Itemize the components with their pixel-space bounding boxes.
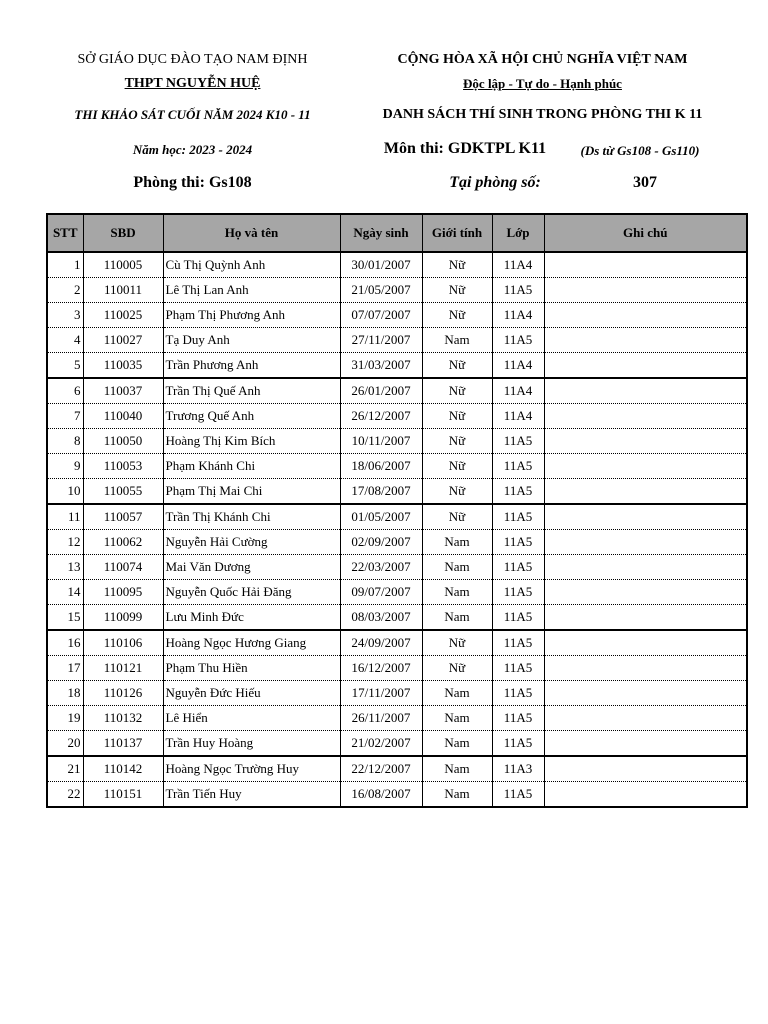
dob-cell: 24/09/2007 bbox=[340, 630, 422, 656]
table-row bbox=[47, 504, 747, 530]
column-header-name: Họ và tên bbox=[163, 214, 340, 252]
range-note: (Ds từ Gs108 - Gs110) bbox=[580, 143, 700, 158]
notes-cell bbox=[544, 706, 747, 731]
stt-cell: 20 bbox=[47, 731, 83, 757]
sbd-cell: 110142 bbox=[83, 756, 163, 782]
gender-cell: Nam bbox=[422, 555, 492, 580]
table-row bbox=[47, 681, 747, 706]
dob-cell: 22/03/2007 bbox=[340, 555, 422, 580]
table-row bbox=[47, 303, 747, 328]
notes-cell bbox=[544, 278, 747, 303]
dob-cell: 30/01/2007 bbox=[340, 252, 422, 278]
class-cell: 11A5 bbox=[492, 555, 544, 580]
gender-cell: Nam bbox=[422, 706, 492, 731]
table-row bbox=[47, 656, 747, 681]
class-cell: 11A4 bbox=[492, 353, 544, 379]
name-cell: Nguyễn Đức Hiếu bbox=[163, 681, 340, 706]
gender-cell: Nữ bbox=[422, 378, 492, 404]
table-row bbox=[47, 555, 747, 580]
name-cell: Trần Phương Anh bbox=[163, 353, 340, 379]
column-header-notes: Ghi chú bbox=[544, 214, 747, 252]
stt-cell: 16 bbox=[47, 630, 83, 656]
name-cell: Lê Thị Lan Anh bbox=[163, 278, 340, 303]
sbd-cell: 110132 bbox=[83, 706, 163, 731]
table-row bbox=[47, 630, 747, 656]
table-row bbox=[47, 756, 747, 782]
table-row bbox=[47, 580, 747, 605]
name-cell: Phạm Thị Phương Anh bbox=[163, 303, 340, 328]
list-title: DANH SÁCH THÍ SINH TRONG PHÒNG THI K 11 bbox=[382, 107, 703, 122]
gender-cell: Nam bbox=[422, 756, 492, 782]
dob-cell: 07/07/2007 bbox=[340, 303, 422, 328]
class-cell: 11A5 bbox=[492, 782, 544, 808]
sbd-cell: 110074 bbox=[83, 555, 163, 580]
column-header-gender: Giới tính bbox=[422, 214, 492, 252]
table-row bbox=[47, 605, 747, 631]
table-row bbox=[47, 782, 747, 808]
stt-cell: 1 bbox=[47, 252, 83, 278]
gender-cell: Nam bbox=[422, 328, 492, 353]
stt-cell: 10 bbox=[47, 479, 83, 505]
stt-cell: 5 bbox=[47, 353, 83, 379]
table-row bbox=[47, 429, 747, 454]
table-row bbox=[47, 328, 747, 353]
dob-cell: 17/08/2007 bbox=[340, 479, 422, 505]
gender-cell: Nam bbox=[422, 731, 492, 757]
name-cell: Lê Hiển bbox=[163, 706, 340, 731]
class-cell: 11A4 bbox=[492, 404, 544, 429]
notes-cell bbox=[544, 731, 747, 757]
dob-cell: 21/02/2007 bbox=[340, 731, 422, 757]
table-row bbox=[47, 278, 747, 303]
dob-cell: 16/12/2007 bbox=[340, 656, 422, 681]
gender-cell: Nữ bbox=[422, 252, 492, 278]
table-row bbox=[47, 378, 747, 404]
name-cell: Trần Huy Hoàng bbox=[163, 731, 340, 757]
name-cell: Hoàng Thị Kim Bích bbox=[163, 429, 340, 454]
sbd-cell: 110037 bbox=[83, 378, 163, 404]
class-cell: 11A4 bbox=[492, 378, 544, 404]
name-cell: Cù Thị Quỳnh Anh bbox=[163, 252, 340, 278]
notes-cell bbox=[544, 630, 747, 656]
stt-cell: 19 bbox=[47, 706, 83, 731]
sbd-cell: 110121 bbox=[83, 656, 163, 681]
stt-cell: 8 bbox=[47, 429, 83, 454]
class-cell: 11A5 bbox=[492, 530, 544, 555]
gender-cell: Nữ bbox=[422, 303, 492, 328]
gender-cell: Nam bbox=[422, 580, 492, 605]
table-row bbox=[47, 252, 747, 278]
notes-cell bbox=[544, 656, 747, 681]
name-cell: Trần Thị Khánh Chi bbox=[163, 504, 340, 530]
dob-cell: 26/12/2007 bbox=[340, 404, 422, 429]
notes-cell bbox=[544, 530, 747, 555]
notes-cell bbox=[544, 404, 747, 429]
class-cell: 11A5 bbox=[492, 731, 544, 757]
class-cell: 11A5 bbox=[492, 630, 544, 656]
dob-cell: 17/11/2007 bbox=[340, 681, 422, 706]
notes-cell bbox=[544, 303, 747, 328]
table-row bbox=[47, 404, 747, 429]
dob-cell: 10/11/2007 bbox=[340, 429, 422, 454]
dob-cell: 22/12/2007 bbox=[340, 756, 422, 782]
stt-cell: 6 bbox=[47, 378, 83, 404]
sbd-cell: 110055 bbox=[83, 479, 163, 505]
column-header-dob: Ngày sinh bbox=[340, 214, 422, 252]
notes-cell bbox=[544, 782, 747, 808]
gender-cell: Nữ bbox=[422, 630, 492, 656]
class-cell: 11A4 bbox=[492, 252, 544, 278]
class-cell: 11A5 bbox=[492, 429, 544, 454]
column-header-stt: STT bbox=[47, 214, 83, 252]
stt-cell: 18 bbox=[47, 681, 83, 706]
dob-cell: 01/05/2007 bbox=[340, 504, 422, 530]
class-cell: 11A3 bbox=[492, 756, 544, 782]
department-name: SỞ GIÁO DỤC ĐÀO TẠO NAM ĐỊNH bbox=[77, 52, 308, 67]
table-header-row bbox=[47, 214, 747, 252]
column-header-class: Lớp bbox=[492, 214, 544, 252]
nation-title: CỘNG HÒA XÃ HỘI CHỦ NGHĨA VIỆT NAM bbox=[397, 52, 688, 67]
class-cell: 11A5 bbox=[492, 454, 544, 479]
dob-cell: 02/09/2007 bbox=[340, 530, 422, 555]
stt-cell: 12 bbox=[47, 530, 83, 555]
dob-cell: 26/11/2007 bbox=[340, 706, 422, 731]
notes-cell bbox=[544, 378, 747, 404]
class-cell: 11A5 bbox=[492, 605, 544, 631]
class-cell: 11A5 bbox=[492, 580, 544, 605]
stt-cell: 7 bbox=[47, 404, 83, 429]
gender-cell: Nam bbox=[422, 530, 492, 555]
name-cell: Lưu Minh Đức bbox=[163, 605, 340, 631]
room-number-label: Tại phòng số: bbox=[449, 174, 541, 191]
sbd-cell: 110095 bbox=[83, 580, 163, 605]
sbd-cell: 110040 bbox=[83, 404, 163, 429]
stt-cell: 22 bbox=[47, 782, 83, 808]
gender-cell: Nữ bbox=[422, 454, 492, 479]
dob-cell: 21/05/2007 bbox=[340, 278, 422, 303]
school-name: THPT NGUYỄN HUỆ bbox=[124, 76, 261, 91]
table-body bbox=[47, 252, 747, 807]
sbd-cell: 110137 bbox=[83, 731, 163, 757]
sbd-cell: 110106 bbox=[83, 630, 163, 656]
stt-cell: 21 bbox=[47, 756, 83, 782]
column-header-sbd: SBD bbox=[83, 214, 163, 252]
sbd-cell: 110050 bbox=[83, 429, 163, 454]
gender-cell: Nam bbox=[422, 782, 492, 808]
sbd-cell: 110151 bbox=[83, 782, 163, 808]
name-cell: Nguyễn Quốc Hải Đăng bbox=[163, 580, 340, 605]
gender-cell: Nữ bbox=[422, 504, 492, 530]
table-row bbox=[47, 731, 747, 757]
sbd-cell: 110062 bbox=[83, 530, 163, 555]
notes-cell bbox=[544, 756, 747, 782]
notes-cell bbox=[544, 429, 747, 454]
dob-cell: 09/07/2007 bbox=[340, 580, 422, 605]
name-cell: Mai Văn Dương bbox=[163, 555, 340, 580]
dob-cell: 26/01/2007 bbox=[340, 378, 422, 404]
sbd-cell: 110027 bbox=[83, 328, 163, 353]
name-cell: Phạm Khánh Chi bbox=[163, 454, 340, 479]
name-cell: Trần Tiến Huy bbox=[163, 782, 340, 808]
sbd-cell: 110025 bbox=[83, 303, 163, 328]
notes-cell bbox=[544, 353, 747, 379]
exam-subject: Môn thi: GDKTPL K11 bbox=[383, 140, 547, 157]
table-row bbox=[47, 479, 747, 505]
notes-cell bbox=[544, 555, 747, 580]
sbd-cell: 110035 bbox=[83, 353, 163, 379]
name-cell: Hoàng Ngọc Trường Huy bbox=[163, 756, 340, 782]
notes-cell bbox=[544, 504, 747, 530]
dob-cell: 31/03/2007 bbox=[340, 353, 422, 379]
dob-cell: 27/11/2007 bbox=[340, 328, 422, 353]
name-cell: Nguyễn Hải Cường bbox=[163, 530, 340, 555]
gender-cell: Nữ bbox=[422, 429, 492, 454]
notes-cell bbox=[544, 328, 747, 353]
exam-name: THI KHẢO SÁT CUỐI NĂM 2024 K10 - 11 bbox=[74, 107, 311, 122]
stt-cell: 9 bbox=[47, 454, 83, 479]
stt-cell: 13 bbox=[47, 555, 83, 580]
notes-cell bbox=[544, 252, 747, 278]
class-cell: 11A5 bbox=[492, 328, 544, 353]
sbd-cell: 110099 bbox=[83, 605, 163, 631]
gender-cell: Nữ bbox=[422, 278, 492, 303]
dob-cell: 08/03/2007 bbox=[340, 605, 422, 631]
class-cell: 11A5 bbox=[492, 479, 544, 505]
notes-cell bbox=[544, 580, 747, 605]
sbd-cell: 110005 bbox=[83, 252, 163, 278]
stt-cell: 3 bbox=[47, 303, 83, 328]
notes-cell bbox=[544, 454, 747, 479]
class-cell: 11A5 bbox=[492, 504, 544, 530]
class-cell: 11A5 bbox=[492, 681, 544, 706]
gender-cell: Nữ bbox=[422, 479, 492, 505]
sbd-cell: 110011 bbox=[83, 278, 163, 303]
sbd-cell: 110057 bbox=[83, 504, 163, 530]
school-year: Năm học: 2023 - 2024 bbox=[132, 142, 253, 157]
dob-cell: 18/06/2007 bbox=[340, 454, 422, 479]
class-cell: 11A5 bbox=[492, 278, 544, 303]
gender-cell: Nữ bbox=[422, 404, 492, 429]
room-number: 307 bbox=[633, 174, 657, 191]
stt-cell: 15 bbox=[47, 605, 83, 631]
stt-cell: 11 bbox=[47, 504, 83, 530]
class-cell: 11A5 bbox=[492, 656, 544, 681]
table-row bbox=[47, 530, 747, 555]
name-cell: Trần Thị Quế Anh bbox=[163, 378, 340, 404]
dob-cell: 16/08/2007 bbox=[340, 782, 422, 808]
sbd-cell: 110126 bbox=[83, 681, 163, 706]
stt-cell: 2 bbox=[47, 278, 83, 303]
name-cell: Phạm Thu Hiền bbox=[163, 656, 340, 681]
stt-cell: 4 bbox=[47, 328, 83, 353]
class-cell: 11A4 bbox=[492, 303, 544, 328]
stt-cell: 17 bbox=[47, 656, 83, 681]
table-row bbox=[47, 454, 747, 479]
table-row bbox=[47, 353, 747, 379]
stt-cell: 14 bbox=[47, 580, 83, 605]
name-cell: Hoàng Ngọc Hương Giang bbox=[163, 630, 340, 656]
class-cell: 11A5 bbox=[492, 706, 544, 731]
table-row bbox=[47, 706, 747, 731]
gender-cell: Nam bbox=[422, 605, 492, 631]
notes-cell bbox=[544, 605, 747, 631]
notes-cell bbox=[544, 479, 747, 505]
room-code: Phòng thi: Gs108 bbox=[133, 174, 252, 191]
name-cell: Phạm Thị Mai Chi bbox=[163, 479, 340, 505]
name-cell: Tạ Duy Anh bbox=[163, 328, 340, 353]
notes-cell bbox=[544, 681, 747, 706]
gender-cell: Nữ bbox=[422, 656, 492, 681]
name-cell: Trương Quế Anh bbox=[163, 404, 340, 429]
gender-cell: Nam bbox=[422, 681, 492, 706]
gender-cell: Nữ bbox=[422, 353, 492, 379]
national-motto: Độc lập - Tự do - Hạnh phúc bbox=[463, 76, 622, 91]
candidate-table bbox=[46, 213, 748, 808]
sbd-cell: 110053 bbox=[83, 454, 163, 479]
